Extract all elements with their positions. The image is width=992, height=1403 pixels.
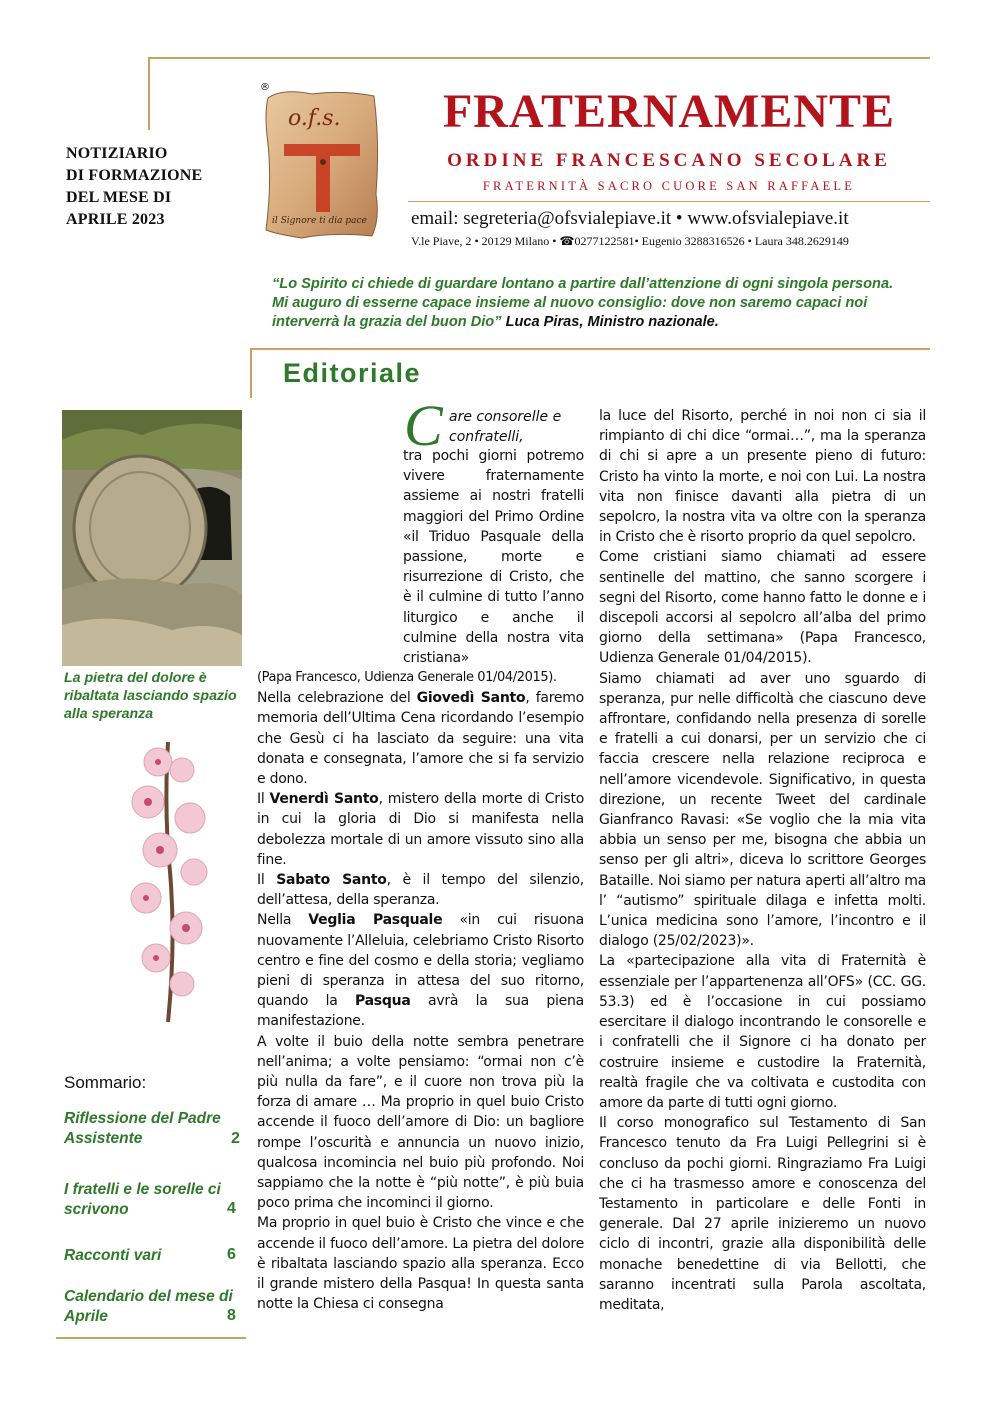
article-paragraph: Il corso monografico sul Testamento di San Francesco tenuto da Fra Luigi Pellegrini si è concluso da pochi giorni. Ringraziamo Fra Luigi che ci ha trasmesso amore e conoscenza del Testamento in particolare e delle Fonti in generale. Dal 27 aprile inizieremo un nuovo ciclo di incontri, grazie alla disponibilità delle monache benedettine di via Bellotti, che saranno incentrati sulla Parola ascoltata, meditata, [599, 1115, 926, 1313]
photo-caption: La pietra del dolore è ribaltata lasciando spazio alla speranza [64, 670, 237, 722]
quote-author: Luca Piras, Ministro nazionale. [501, 314, 719, 330]
contact-address-phones: V.le Piave, 2 • 20129 Milano • ☎0277122581• Eugenio 3288316526 • Laura 348.2629149 [411, 234, 849, 248]
masthead-subtitle: ORDINE FRANCESCANO SECOLARE [447, 150, 891, 171]
article-intro [403, 446, 584, 668]
text-run: Nella celebrazione del [257, 690, 417, 707]
logo-letters: o.f.s. [288, 106, 341, 131]
article-paragraph [257, 789, 584, 870]
article-paragraph: Come cristiani siamo chiamati ad essere sentinelle del mattino, che sanno scorgere i segni del Risorto, come hanno fatto le donne e i discepoli accorsi al sepolcro all’alba del primo giorno della settimana» (Papa Francesco, Udienza Generale 01/04/2015). [599, 549, 926, 667]
opening-quote [272, 275, 952, 332]
text-run: Il [257, 791, 270, 808]
article-dropcap: C [404, 393, 443, 458]
article-citation: (Papa Francesco, Udienza Generale 01/04/2015). [257, 670, 557, 685]
text-run: Il [257, 872, 277, 889]
bold-term: Venerdì Santo [269, 791, 379, 808]
contact-divider [408, 201, 930, 202]
toc-page-number: 2 [231, 1130, 240, 1147]
logo-motto: il Signore ti dia pace [272, 216, 367, 226]
issue-label [66, 143, 236, 231]
text-run: , è il tempo del silenzio, dell’attesa, della speranza. [257, 872, 584, 909]
toc-item[interactable]: Racconti vari [64, 1247, 162, 1264]
issue-label-line: NOTIZIARIO [66, 145, 168, 162]
quote-line: “Lo Spirito ci chiede di guardare lontano a partire dall’attenzione di ogni singola persona. [272, 276, 894, 292]
masthead-title: FRATERNAMENTE [442, 85, 896, 138]
article-paragraph: Ma proprio in quel buio è Cristo che vince e che accende il fuoco dell’amore. La pietra del dolore è ribaltata lasciando spazio alla speranza. Ecco il grande mistero della Pasqua! In questa santa notte la Chiesa ci consegna [257, 1215, 584, 1313]
article-greeting: are consorelle e confratelli, [449, 409, 562, 445]
section-title: Editoriale [283, 358, 422, 388]
article-paragraph: La «partecipazione alla vita di Fraternità è essenziale per l’appartenenza all’OFS» (CC. GG. 53.3) ed è l’occasione in cui possiamo esercitare il dialogo incontrando le consorelle e i confratelli che il Signore ci ha donato per costruire insieme e custodire la Fraternità, realtà fragile che va coltivata e custodita con amore da parte di tutti ogni giorno. [599, 953, 926, 1111]
quote-line-last [272, 313, 952, 332]
section-frame-left [250, 348, 252, 398]
article-paragraph: la luce del Risorto, perché in noi non ci sia il rimpianto di chi dice “ormai…”, ma la speranza di chi si apre a un presente pieno di futuro: Cristo ha vinto la morte, e noi con Lui. La nostra vita non finisce davanti alla pietra di un sepolcro, la nostra vita va oltre con la speranza in Cristo che è risorto proprio da quel sepolcro. [599, 408, 926, 546]
article-column-right [599, 406, 926, 1315]
article-paragraph [257, 870, 584, 910]
issue-label-line: DEL MESE DI [66, 189, 172, 206]
quote-line: Mi auguro di esserne capace insieme al nuovo consiglio: dove non saremo capaci noi [272, 295, 868, 311]
masthead-frame-top [148, 57, 930, 59]
text-run: «in cui risuona nuovamente l’Alleluia, celebriamo Cristo Risorto centro e fine del cosmo e della storia; vegliamo pieni di speranza in attesa del suo ritorno, quando la [257, 912, 584, 1010]
text-run: avrà la sua piena manifestazione. [257, 993, 584, 1030]
tomb-stone-photo [62, 410, 242, 666]
text-run: , mistero della morte di Cristo in cui la gloria di Dio si manifesta nella debolezza mortale di un amore vissuto sino alla fine. [257, 791, 585, 868]
contact-email-website: email: segreteria@ofsvialepiave.it • www.ofsvialepiave.it [411, 208, 849, 229]
fraternity-name: FRATERNITÀ SACRO CUORE SAN RAFFAELE [482, 179, 856, 193]
toc-page-number: 4 [227, 1200, 236, 1217]
almond-blossom-image [98, 722, 238, 1032]
sommario-title: Sommario: [64, 1073, 147, 1092]
bold-term: Giovedì Santo [416, 690, 526, 707]
toc-page-number: 6 [227, 1246, 236, 1263]
section-frame-top [250, 348, 930, 350]
text-run: , faremo memoria dell’Ultima Cena ricordando l’esempio che Gesù ci ha lasciato da seguire: una vita donata e consegnata, l’amore che si fa servizio e dono. [257, 690, 584, 788]
masthead-frame-left [148, 57, 150, 130]
bold-term: Veglia Pasquale [308, 912, 443, 929]
article-paragraph [257, 688, 584, 789]
issue-label-line: APRILE 2023 [66, 211, 165, 228]
sommario-frame-bottom [56, 1337, 246, 1339]
logo-registered-mark: ® [260, 82, 270, 93]
article-paragraph: Siamo chiamati ad aver uno sguardo di speranza, pur nelle difficoltà che ciascuno deve affrontare, confidando nella presenza di sorelle e fratelli a cui donarsi, per un servizio che ci faccia crescere nella relazione reciproca e nell’amore vicendevole. Significativo, in questa direzione, un recente Tweet del cardinale Gianfranco Ravasi: «Se voglio che la mia vita abbia un senso per me, bisogna che abbia un senso per gli altri», diceva lo scrittore Georges Bataille. Noi siamo per natura aperti all’altro ma l’ “autismo” spirituale dilaga e infetta molti. L’unica medicina sono l’amore, l’incontro e il dialogo (25/02/2023)». [599, 670, 926, 950]
issue-label-line: DI FORMAZIONE [66, 167, 203, 184]
bold-term: Pasqua [354, 993, 411, 1010]
bold-term: Sabato Santo [276, 872, 387, 889]
article-paragraph: tra pochi giorni potremo vivere fraternamente assieme ai nostri fratelli maggiori del Primo Ordine «il Triduo Pasquale della passione, morte e risurrezione di Cristo, che è il culmine di tutto l’anno liturgico e anche il culmine della nostra vita cristiana» [403, 448, 584, 667]
article-paragraph [257, 910, 584, 1031]
toc-page-number: 8 [227, 1307, 236, 1324]
text-run: Nella [257, 912, 309, 929]
toc-item[interactable]: I fratelli e le sorelle ci scrivono [64, 1181, 221, 1218]
toc-item[interactable]: Riflessione del Padre Assistente [64, 1110, 221, 1147]
quote-line: interverrà la grazia del buon Dio” [272, 314, 502, 330]
ofs-logo [262, 84, 384, 242]
article-paragraph: A volte il buio della notte sembra penetrare nell’anima; a volte pensiamo: “ormai non c’è più nulla da fare”, e il cuore non trova più la forza di amare … Ma proprio in quel buio Cristo accende il fuoco dell’amore di Dio: un bagliore rompe l’oscurità e annuncia un nuovo inizio, qualcosa incomincia nel buio più profondo. Noi sappiamo che la notte è “più notte”, è più buia poco prima che incominci il giorno. [257, 1033, 584, 1212]
article-column-left [257, 668, 584, 1315]
toc-item[interactable]: Calendario del mese di Aprile [64, 1288, 233, 1325]
